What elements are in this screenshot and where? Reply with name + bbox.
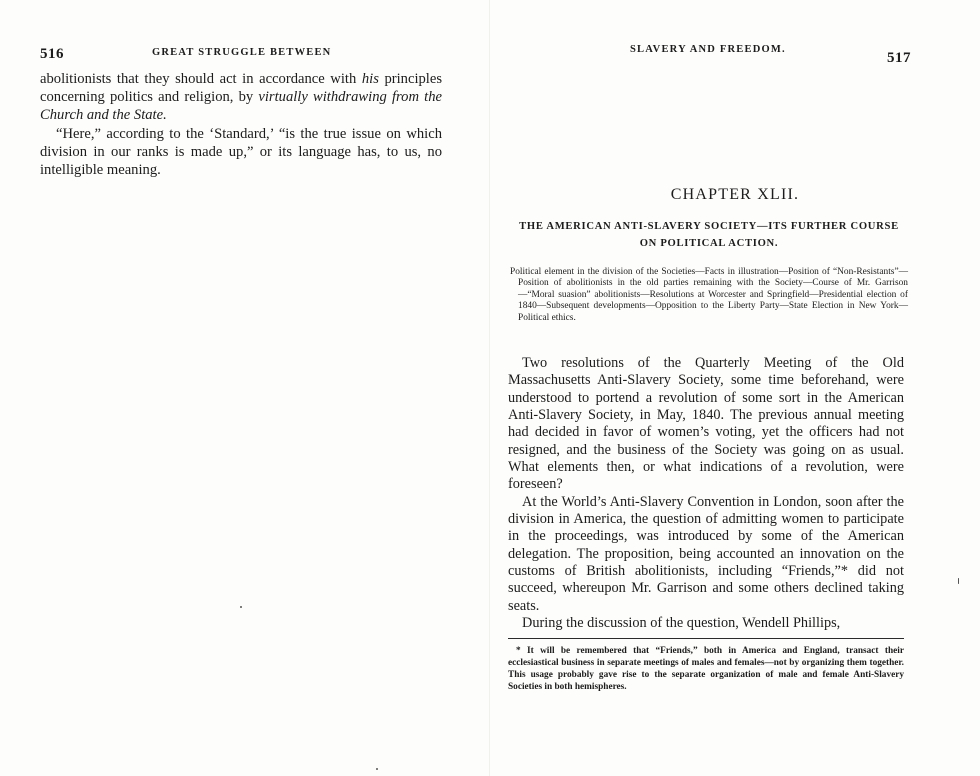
continuation-paragraph: abolitionists that they should act in accordance with his principles concerning politics and religion, by virtually withdrawing from the Church and the State.: [40, 71, 443, 124]
chapter-synopsis: Political element in the division of the Societies—Facts in illustration—Position of “Non-Resistants”—Position of abolitionists in the old parties remaining with the Society—Course of Mr. Garrison—“Moral suasion” abolitionists—Resolutions at Worcester and Springfield—Presidential election of 1840—Subsequent developments—Opposition to the Liberty Party—State Election in New York—Political ethics.: [510, 267, 908, 323]
italic-withdrawing: virtually withdrawing from the Church and the State.: [40, 89, 442, 124]
chapter-heading: THE AMERICAN ANTI-SLAVERY SOCIETY—ITS FURTHER COURSE ON POLITICAL ACTION.: [519, 221, 899, 249]
footnote: * It will be remembered that “Friends,” both in America and England, transact their ecclesiastical business in separate meetings of males and females—not by organizing them together. This usage probably gave rise to the separate organization of male and female Anti-Slavery Societies in both hemispheres.: [508, 646, 904, 692]
chapter-title: CHAPTER XLII.: [670, 186, 800, 203]
body-paragraph: During the discussion of the question, Wendell Phillips,: [522, 615, 841, 632]
running-head-left: GREAT STRUGGLE BETWEEN: [152, 47, 332, 58]
right-page: [490, 0, 980, 776]
running-head-right: SLAVERY AND FREEDOM.: [630, 44, 786, 55]
scan-speck: [958, 578, 959, 584]
italic-his: his: [361, 71, 379, 87]
left-page-text: [40, 70, 442, 179]
page-number-left: 516: [40, 46, 64, 62]
standard-quote-paragraph: “Here,” according to the ‘Standard,’ “is the true issue on which division in our ranks is made up,” or its language has, to us, no intelligible meaning.: [40, 125, 442, 179]
chapter-body: [508, 355, 904, 633]
page-number-right: 517: [887, 50, 911, 66]
scan-speck: [376, 768, 378, 770]
footnote-rule: [508, 638, 904, 639]
body-paragraph: Two resolutions of the Quarterly Meeting of the Old Massachusetts Anti-Slavery Society, some time beforehand, were understood to portend a revolution of some sort in the American Anti-Slavery Society, in May, 1840. The previous annual meeting had decided in favor of women’s voting, yet the officers had not resigned, and the business of the Society was going on as usual. What elements then, or what indications of a revolution, were foreseen?: [508, 355, 904, 493]
body-paragraph: At the World’s Anti-Slavery Convention in London, soon after the division in America, the question of admitting women to participate in the proceedings, was introduced by some of the American delegation. The proposition, being accounted an innovation on the customs of British abolitionists, including “Friends,”* did not succeed, whereupon Mr. Garrison and some others declined taking seats.: [508, 493, 904, 614]
scan-speck: [240, 606, 242, 608]
